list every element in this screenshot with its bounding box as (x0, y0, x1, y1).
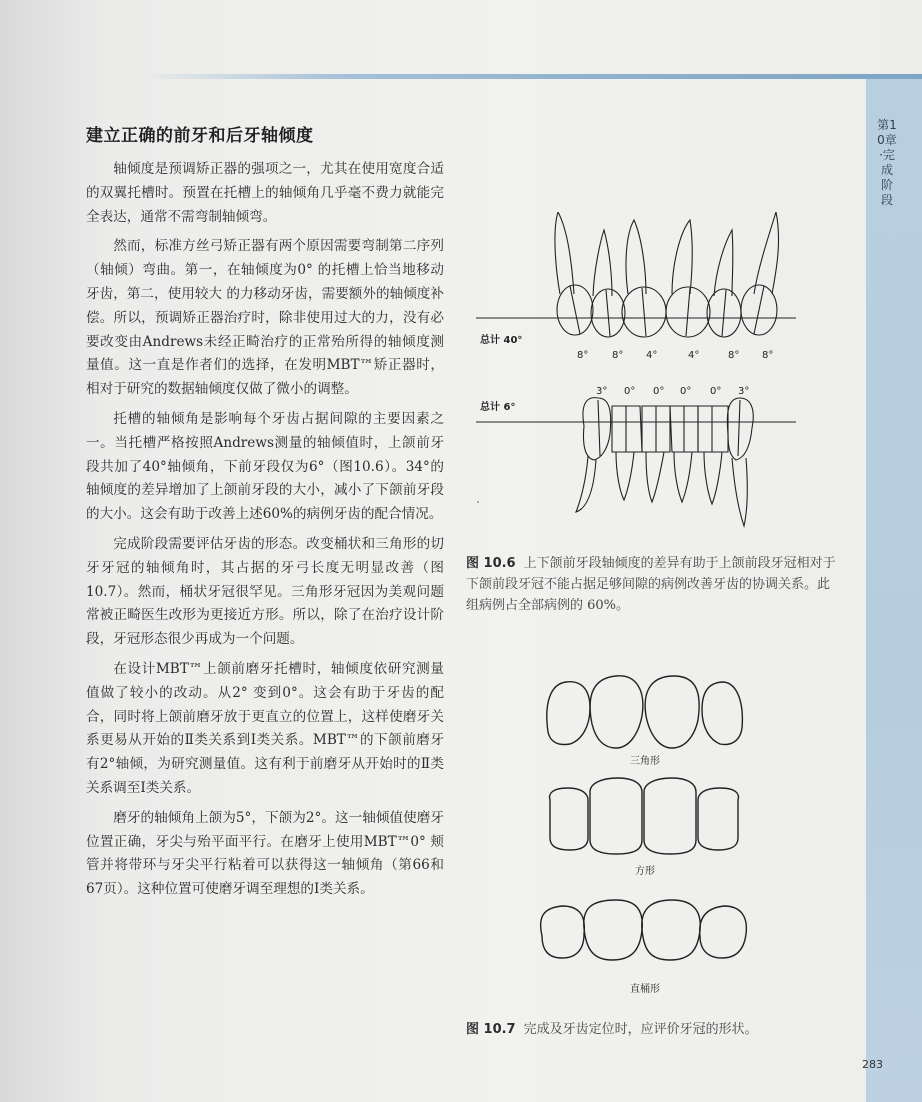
upper-angle: 8° (612, 350, 624, 361)
figure-10-6-caption (466, 553, 838, 616)
upper-angle: 8° (762, 350, 774, 361)
paragraph-1: 轴倾度是预调矫正器的强项之一，尤其在使用宽度合适的双翼托槽时。预置在托槽上的轴倾角几乎毫不费力就能完全表达，通常不需弯制轴倾弯。 (86, 161, 444, 225)
header-rule (140, 74, 922, 79)
shape-label-barrel: 直桶形 (630, 984, 660, 995)
lower-angle: 3° (738, 386, 750, 397)
lower-angle: 0° (624, 386, 636, 397)
paragraph-3: 托槽的轴倾角是影响每个牙齿占据间隙的主要因素之一。当托槽严格按照Andrews测量的轴倾值时，上颌前牙段共加了40°轴倾角，下前牙段仅为6°（图10.6）。34°的轴倾度的差异增加了上颌前牙段的大小，减小了下颌前牙段的大小。这会有助于改善上述60%的病例牙齿的配合情况。 (86, 410, 444, 523)
section-heading: 建立正确的前牙和后牙轴倾度 (86, 126, 314, 146)
lower-angle: 0° (710, 386, 722, 397)
figure-10-7-crown-shapes (530, 668, 760, 998)
shape-label-triangular: 三角形 (630, 756, 660, 767)
figure-10-6-teeth-angulation (476, 212, 816, 542)
upper-angle: 8° (577, 350, 589, 361)
lower-incisors-drawing (476, 398, 796, 526)
lower-angle: 0° (653, 386, 665, 397)
figure-10-6-label: 图 10.6 (466, 556, 516, 571)
lower-angle: 0° (680, 386, 692, 397)
page-number: 283 (862, 1058, 883, 1071)
figure-10-6-caption-text: 上下颌前牙段轴倾度的差异有助于上颌前段牙冠相对于下颌前段牙冠不能占据足够间隙的病例改善牙齿的协调关系。此组病例占全部病例的 60%。 (466, 556, 836, 613)
paragraph-6: 磨牙的轴倾角上颌为5°，下颌为2°。这一轴倾值使磨牙位置正确，牙尖与殆平面平行。在磨牙上使用MBT™0° 颊管并将带环与牙尖平行粘着可以获得这一轴倾角（第66和67页）。这种位置可使磨牙调至理想的Ⅰ类关系。 (86, 809, 444, 898)
triangular-crowns (547, 676, 743, 748)
upper-incisors-drawing (476, 212, 796, 337)
barrel-crowns (541, 900, 747, 960)
chapter-label: 第10章·完成阶段 (877, 118, 897, 207)
shape-label-square: 方形 (635, 866, 655, 877)
upper-angle: 8° (728, 350, 740, 361)
upper-angle: 4° (646, 350, 658, 361)
upper-total-label: 总计 40° (480, 335, 523, 346)
paragraph-5: 在设计MBT™上颌前磨牙托槽时，轴倾度依研究测量值做了较小的改动。从2° 变到0°。这会有助于牙齿的配合，同时将上颌前磨牙放于更直立的位置上，这样使磨牙关系更易从开始的Ⅱ类关系到Ⅰ类关系。MBT™的下颌前磨牙有2°轴倾，为研究测量值。这有利于前磨牙从开始时的Ⅱ类关系调至Ⅰ类关系。 (86, 660, 444, 796)
body-text (86, 158, 444, 908)
paragraph-4: 完成阶段需要评估牙齿的形态。改变桶状和三角形的切牙牙冠的轴倾角时，其占据的牙弓长度无明显改善（图 10.7）。然而，桶状牙冠很罕见。三角形牙冠因为美观问题常被正畸医生改形为更接近方形。所以，除了在治疗设计阶段，牙冠形态很少再成为一个问题。 (86, 535, 444, 648)
lower-total-label: 总计 6° (480, 402, 516, 413)
paragraph-2: 然而，标准方丝弓矫正器有两个原因需要弯制第二序列（轴倾）弯曲。第一，在轴倾度为0° 的托槽上恰当地移动牙齿，第二，使用较大 的力移动牙齿，需要额外的轴倾度补偿。所以，预调矫正器治疗时，除非使用过大的力，没有必要改变由Andrews未经正畸治疗的正常殆所得的轴倾度测量值。这一直是作者们的选择，在发明MBT™矫正器时，相对于研究的数据轴倾度仅做了微小的调整。 (86, 238, 444, 398)
upper-angle: 4° (688, 350, 700, 361)
figure-10-7-label: 图 10.7 (466, 1022, 516, 1037)
figure-10-7-caption (466, 1019, 846, 1040)
lower-angle: 3° (596, 386, 608, 397)
square-crowns (550, 778, 739, 854)
chapter-side-tab (866, 79, 922, 1102)
figure-10-7-caption-text: 完成及牙齿定位时，应评价牙冠的形状。 (523, 1022, 758, 1037)
